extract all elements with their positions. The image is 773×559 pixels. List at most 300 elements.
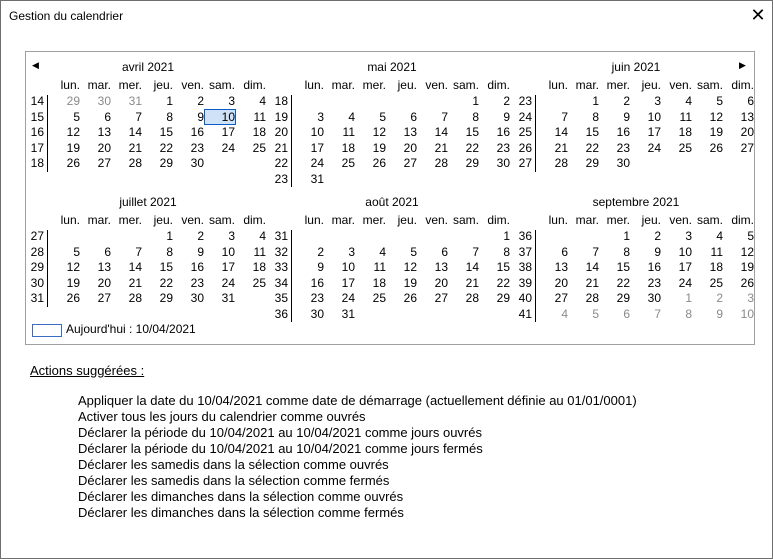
weekday-header: mar. <box>87 213 111 227</box>
day-cell[interactable]: 2 <box>654 229 661 243</box>
day-cell[interactable]: 14 <box>465 260 479 274</box>
day-cell[interactable]: 17 <box>310 140 324 155</box>
day-cell[interactable]: 19 <box>372 140 386 155</box>
day-cell[interactable]: 25 <box>709 275 723 290</box>
day-cell[interactable]: 10 <box>647 109 661 124</box>
action-sundays-open[interactable]: Déclarer les dimanches dans la sélection comme ouvrés <box>78 489 404 504</box>
day-cell[interactable]: 17 <box>678 260 692 274</box>
weekday-header: ven. <box>669 78 692 92</box>
day-cell[interactable]: 26 <box>66 156 80 170</box>
week-number: 17 <box>30 140 44 155</box>
day-cell[interactable]: 13 <box>97 260 111 274</box>
day-cell[interactable]: 31 <box>221 291 235 305</box>
day-cell[interactable]: 15 <box>465 125 479 139</box>
week-divider <box>535 230 536 322</box>
day-cell[interactable]: 3 <box>348 244 355 259</box>
day-cell[interactable]: 17 <box>221 260 235 274</box>
weekday-header: jeu. <box>397 213 417 227</box>
suggested-actions-list <box>78 393 637 521</box>
week-number: 39 <box>518 275 532 290</box>
today-marker-icon <box>32 324 62 337</box>
day-cell[interactable]: 27 <box>434 291 448 305</box>
action-period-open[interactable]: Déclarer la période du 10/04/2021 au 10/04/2021 comme jours ouvrés <box>78 425 482 440</box>
day-cell[interactable]: 4 <box>379 244 386 259</box>
day-cell[interactable]: 5 <box>747 229 754 243</box>
action-sundays-closed[interactable]: Déclarer les dimanches dans la sélection comme fermés <box>78 505 404 520</box>
day-cell[interactable]: 15 <box>585 125 599 139</box>
day-cell[interactable]: 23 <box>496 140 510 155</box>
day-cell[interactable]: 25 <box>341 156 355 170</box>
day-cell[interactable]: 26 <box>740 275 754 290</box>
week-divider <box>47 95 48 172</box>
week-number: 29 <box>30 260 44 274</box>
day-cell[interactable]: 3 <box>685 229 692 243</box>
day-cell[interactable]: 25 <box>372 291 386 305</box>
day-cell[interactable]: 28 <box>585 291 599 305</box>
week-number: 31 <box>274 229 288 243</box>
day-cell[interactable]: 19 <box>709 125 723 139</box>
day-cell[interactable]: 10 <box>740 306 754 321</box>
day-cell[interactable]: 4 <box>259 94 266 108</box>
day-cell[interactable]: 6 <box>104 244 111 259</box>
weekday-header: sam. <box>452 78 479 92</box>
day-cell[interactable]: 30 <box>310 306 324 321</box>
day-cell[interactable]: 7 <box>135 109 142 124</box>
day-cell[interactable]: 27 <box>97 291 111 305</box>
weekday-header: sam. <box>696 213 723 227</box>
weekday-header: ven. <box>669 213 692 227</box>
week-number: 40 <box>518 291 532 305</box>
day-cell[interactable]: 22 <box>159 275 173 290</box>
day-cell[interactable]: 30 <box>97 94 111 108</box>
week-number: 16 <box>30 125 44 139</box>
day-cell[interactable]: 29 <box>66 94 80 108</box>
day-cell[interactable]: 14 <box>128 260 142 274</box>
day-cell[interactable]: 6 <box>623 306 630 321</box>
day-cell[interactable]: 10 <box>678 244 692 259</box>
action-period-closed[interactable]: Déclarer la période du 10/04/2021 au 10/04/2021 comme jours fermés <box>78 441 483 456</box>
day-cell[interactable]: 27 <box>403 156 417 170</box>
close-icon[interactable]: ✕ <box>750 5 766 25</box>
day-cell[interactable]: 23 <box>616 140 630 155</box>
day-cell[interactable]: 2 <box>317 244 324 259</box>
weekday-header: lun. <box>304 213 324 227</box>
day-cell[interactable]: 10 <box>310 125 324 139</box>
day-cell[interactable]: 1 <box>472 94 479 108</box>
month-title[interactable]: avril 2021 <box>121 60 175 74</box>
day-cell[interactable]: 22 <box>465 140 479 155</box>
week-number: 26 <box>518 140 532 155</box>
day-cell[interactable]: 22 <box>585 140 599 155</box>
day-cell[interactable]: 16 <box>647 260 661 274</box>
day-cell[interactable]: 9 <box>197 244 204 259</box>
day-cell[interactable]: 20 <box>740 125 754 139</box>
day-cell[interactable]: 1 <box>503 229 510 243</box>
day-cell[interactable]: 23 <box>647 275 661 290</box>
day-cell[interactable]: 3 <box>228 229 235 243</box>
weekday-header: jeu. <box>153 78 173 92</box>
day-cell[interactable]: 8 <box>685 306 692 321</box>
month-calendar <box>25 51 755 345</box>
day-cell[interactable]: 20 <box>403 140 417 155</box>
day-cell[interactable]: 24 <box>341 291 355 305</box>
day-cell[interactable]: 19 <box>740 260 754 274</box>
day-cell[interactable]: 21 <box>128 140 142 155</box>
day-cell[interactable]: 28 <box>554 156 568 170</box>
week-number: 23 <box>518 94 532 108</box>
weekday-header: ven. <box>425 213 448 227</box>
day-cell[interactable]: 16 <box>190 125 204 139</box>
day-cell[interactable]: 26 <box>372 156 386 170</box>
title-bar <box>1 1 772 31</box>
day-cell[interactable]: 18 <box>252 260 266 274</box>
weekday-header: mar. <box>331 213 355 227</box>
week-divider <box>291 95 292 187</box>
day-cell[interactable]: 26 <box>403 291 417 305</box>
day-cell[interactable]: 13 <box>97 125 111 139</box>
day-cell[interactable]: 1 <box>166 229 173 243</box>
week-divider <box>535 95 536 172</box>
day-cell[interactable]: 15 <box>616 260 630 274</box>
weekday-header: ven. <box>425 78 448 92</box>
day-cell[interactable]: 23 <box>190 275 204 290</box>
day-cell[interactable]: 18 <box>252 125 266 139</box>
day-cell[interactable]: 28 <box>128 156 142 170</box>
month-title[interactable]: août 2021 <box>365 195 419 209</box>
weekday-header: lun. <box>60 78 80 92</box>
weekday-header: sam. <box>208 213 235 227</box>
day-cell[interactable]: 25 <box>252 275 266 290</box>
day-cell[interactable]: 6 <box>747 94 754 108</box>
day-cell[interactable]: 8 <box>472 109 479 124</box>
day-cell[interactable]: 18 <box>341 140 355 155</box>
day-cell[interactable]: 4 <box>716 229 723 243</box>
day-cell[interactable]: 27 <box>740 140 754 155</box>
day-cell[interactable]: 6 <box>104 109 111 124</box>
weekday-header: dim. <box>731 213 754 227</box>
weekday-header: sam. <box>208 78 235 92</box>
week-number: 23 <box>274 171 288 186</box>
day-cell[interactable]: 17 <box>341 275 355 290</box>
month-title[interactable]: mai 2021 <box>367 60 417 74</box>
day-cell[interactable]: 5 <box>410 244 417 259</box>
weekday-header: lun. <box>548 78 568 92</box>
weekday-header: dim. <box>243 213 266 227</box>
week-number: 22 <box>274 156 288 170</box>
weekday-header: lun. <box>60 213 80 227</box>
day-cell[interactable]: 29 <box>616 291 630 305</box>
day-cell[interactable]: 2 <box>503 94 510 108</box>
day-cell[interactable]: 7 <box>592 244 599 259</box>
day-cell[interactable]: 7 <box>472 244 479 259</box>
weekday-header: dim. <box>487 78 510 92</box>
day-cell[interactable]: 15 <box>159 260 173 274</box>
day-cell[interactable]: 8 <box>592 109 599 124</box>
day-cell[interactable]: 7 <box>561 109 568 124</box>
day-cell[interactable]: 22 <box>159 140 173 155</box>
day-cell[interactable]: 12 <box>740 244 754 259</box>
previous-month-icon[interactable]: ◀ <box>32 60 39 70</box>
week-number: 27 <box>518 156 532 170</box>
weekday-header: mar. <box>87 78 111 92</box>
day-cell[interactable]: 1 <box>623 229 630 243</box>
day-cell[interactable]: 24 <box>678 275 692 290</box>
today-label[interactable]: Aujourd'hui : 10/04/2021 <box>66 322 196 336</box>
suggested-actions-title: Actions suggérées : <box>30 363 145 378</box>
day-cell[interactable]: 29 <box>465 156 479 170</box>
day-cell[interactable]: 20 <box>434 275 448 290</box>
weekday-header: mer. <box>606 78 630 92</box>
day-cell[interactable]: 21 <box>585 275 599 290</box>
week-number: 18 <box>30 156 44 170</box>
day-cell[interactable]: 28 <box>434 156 448 170</box>
day-cell[interactable]: 9 <box>197 109 204 124</box>
weekday-header: mar. <box>575 213 599 227</box>
day-cell[interactable]: 4 <box>348 109 355 124</box>
day-cell[interactable]: 2 <box>197 94 204 108</box>
day-cell[interactable]: 24 <box>221 275 235 290</box>
day-cell[interactable]: 19 <box>66 275 80 290</box>
weekday-header: mer. <box>362 213 386 227</box>
header-divider <box>292 228 508 229</box>
day-cell[interactable]: 3 <box>317 109 324 124</box>
week-number: 14 <box>30 94 44 108</box>
action-activate-all-days[interactable]: Activer tous les jours du calendrier comme ouvrés <box>78 409 366 424</box>
action-set-start-date[interactable]: Appliquer la date du 10/04/2021 comme date de démarrage (actuellement définie au 01/01/0001) <box>78 393 637 408</box>
week-number: 33 <box>274 260 288 274</box>
day-cell[interactable]: 3 <box>228 94 235 108</box>
day-cell[interactable]: 11 <box>373 260 386 274</box>
day-cell[interactable]: 9 <box>654 244 661 259</box>
day-cell[interactable]: 16 <box>190 260 204 274</box>
day-cell[interactable]: 9 <box>503 109 510 124</box>
weekday-header: mar. <box>575 78 599 92</box>
week-number: 35 <box>274 291 288 305</box>
weekday-header: jeu. <box>641 78 661 92</box>
day-cell[interactable]: 17 <box>647 125 661 139</box>
day-cell[interactable]: 31 <box>128 94 142 108</box>
day-cell[interactable]: 28 <box>128 291 142 305</box>
week-number: 21 <box>274 140 288 155</box>
day-cell[interactable]: 18 <box>678 125 692 139</box>
day-cell[interactable]: 17 <box>221 125 235 139</box>
week-number: 27 <box>30 229 44 243</box>
day-cell[interactable]: 14 <box>585 260 599 274</box>
day-cell[interactable]: 21 <box>554 140 568 155</box>
day-cell[interactable]: 2 <box>716 291 723 305</box>
day-cell[interactable]: 1 <box>592 94 599 108</box>
weekday-header: jeu. <box>397 78 417 92</box>
day-cell[interactable]: 8 <box>623 244 630 259</box>
day-cell[interactable]: 28 <box>465 291 479 305</box>
day-cell[interactable]: 6 <box>410 109 417 124</box>
day-cell[interactable]: 3 <box>747 291 754 305</box>
day-cell[interactable]: 22 <box>616 275 630 290</box>
day-cell[interactable]: 15 <box>159 125 173 139</box>
day-cell[interactable]: 29 <box>159 291 173 305</box>
day-cell[interactable]: 27 <box>97 156 111 170</box>
day-cell[interactable]: 24 <box>310 156 324 170</box>
day-cell[interactable]: 18 <box>372 275 386 290</box>
day-cell[interactable]: 9 <box>623 109 630 124</box>
day-cell[interactable]: 5 <box>73 244 80 259</box>
week-number: 25 <box>518 125 532 139</box>
action-saturdays-closed[interactable]: Déclarer les samedis dans la sélection comme fermés <box>78 473 390 488</box>
day-cell[interactable]: 8 <box>166 109 173 124</box>
weekday-header: ven. <box>181 213 204 227</box>
day-cell[interactable]: 11 <box>253 109 266 124</box>
day-cell[interactable]: 30 <box>647 291 661 305</box>
day-cell[interactable]: 26 <box>66 291 80 305</box>
week-number: 19 <box>274 109 288 124</box>
weekday-header: mer. <box>118 78 142 92</box>
day-cell[interactable]: 14 <box>554 125 568 139</box>
window-title: Gestion du calendrier <box>9 9 124 23</box>
day-cell[interactable]: 13 <box>554 260 568 274</box>
day-cell[interactable]: 12 <box>403 260 417 274</box>
week-number: 36 <box>274 306 288 321</box>
day-cell[interactable]: 13 <box>403 125 417 139</box>
day-cell[interactable]: 7 <box>135 244 142 259</box>
action-saturdays-open[interactable]: Déclarer les samedis dans la sélection comme ouvrés <box>78 457 389 472</box>
day-cell[interactable]: 13 <box>434 260 448 274</box>
day-cell[interactable]: 11 <box>253 244 266 259</box>
day-cell[interactable]: 25 <box>252 140 266 155</box>
day-cell[interactable]: 12 <box>66 125 80 139</box>
day-cell[interactable]: 31 <box>341 306 355 321</box>
day-cell[interactable]: 2 <box>197 229 204 243</box>
day-cell[interactable]: 6 <box>441 244 448 259</box>
month-title[interactable]: juin 2021 <box>611 60 661 74</box>
weekday-header: mer. <box>606 213 630 227</box>
week-number: 20 <box>274 125 288 139</box>
day-cell[interactable]: 5 <box>73 109 80 124</box>
day-cell[interactable]: 8 <box>166 244 173 259</box>
day-cell[interactable]: 12 <box>372 125 386 139</box>
week-number: 32 <box>274 244 288 259</box>
week-number: 30 <box>30 275 44 290</box>
week-number: 38 <box>518 260 532 274</box>
day-cell[interactable]: 10 <box>341 260 355 274</box>
week-number: 18 <box>274 94 288 108</box>
day-cell[interactable]: 18 <box>709 260 723 274</box>
day-cell[interactable]: 7 <box>441 109 448 124</box>
weekday-header: ven. <box>181 78 204 92</box>
day-cell[interactable]: 31 <box>310 171 324 186</box>
weekday-header: jeu. <box>153 213 173 227</box>
day-cell[interactable]: 22 <box>496 275 510 290</box>
weekday-header: mer. <box>118 213 142 227</box>
day-cell[interactable]: 24 <box>221 140 235 155</box>
day-cell[interactable]: 20 <box>97 275 111 290</box>
week-divider <box>47 230 48 307</box>
day-cell[interactable]: 1 <box>685 291 692 305</box>
day-cell[interactable]: 30 <box>616 156 630 170</box>
week-number: 36 <box>518 229 532 243</box>
weekday-header: sam. <box>452 213 479 227</box>
week-divider <box>291 230 292 322</box>
day-cell[interactable]: 13 <box>740 109 754 124</box>
week-number: 24 <box>518 109 532 124</box>
weekday-header: dim. <box>487 213 510 227</box>
week-number: 15 <box>30 109 44 124</box>
day-cell[interactable]: 6 <box>561 244 568 259</box>
week-number: 34 <box>274 275 288 290</box>
day-cell[interactable]: 26 <box>709 140 723 155</box>
day-cell[interactable]: 4 <box>685 94 692 108</box>
weekday-header: lun. <box>304 78 324 92</box>
day-cell[interactable]: 7 <box>654 306 661 321</box>
day-cell[interactable]: 21 <box>465 275 479 290</box>
month-title[interactable]: juillet 2021 <box>119 195 177 209</box>
day-cell[interactable]: 10 <box>221 244 235 259</box>
weekday-header: dim. <box>731 78 754 92</box>
day-cell[interactable]: 30 <box>190 156 204 170</box>
day-cell[interactable]: 4 <box>259 229 266 243</box>
weekday-header: mar. <box>331 78 355 92</box>
day-cell[interactable]: 11 <box>710 244 723 259</box>
day-cell[interactable]: 5 <box>716 94 723 108</box>
day-cell[interactable]: 12 <box>66 260 80 274</box>
day-cell[interactable]: 12 <box>709 109 723 124</box>
month-title[interactable]: septembre 2021 <box>592 195 680 209</box>
day-cell[interactable]: 11 <box>342 125 355 139</box>
day-cell[interactable]: 16 <box>496 125 510 139</box>
day-cell[interactable]: 27 <box>554 291 568 305</box>
weekday-header: sam. <box>696 78 723 92</box>
day-cell[interactable]: 24 <box>647 140 661 155</box>
day-cell[interactable]: 30 <box>190 291 204 305</box>
day-cell[interactable]: 19 <box>403 275 417 290</box>
day-cell[interactable]: 29 <box>159 156 173 170</box>
weekday-header: mer. <box>362 78 386 92</box>
day-cell[interactable]: 8 <box>503 244 510 259</box>
day-cell[interactable]: 16 <box>310 275 324 290</box>
day-cell[interactable]: 5 <box>592 306 599 321</box>
day-cell[interactable]: 23 <box>190 140 204 155</box>
week-number: 41 <box>518 306 532 321</box>
day-cell[interactable]: 5 <box>379 109 386 124</box>
day-cell[interactable]: 30 <box>496 156 510 170</box>
day-cell[interactable]: 1 <box>166 94 173 108</box>
day-cell[interactable]: 19 <box>66 140 80 155</box>
week-number: 31 <box>30 291 44 305</box>
day-cell-today[interactable]: 10 <box>205 110 235 124</box>
day-cell[interactable]: 15 <box>496 260 510 274</box>
day-cell[interactable]: 16 <box>616 125 630 139</box>
week-number: 28 <box>30 244 44 259</box>
day-cell[interactable]: 4 <box>561 306 568 321</box>
day-cell[interactable]: 21 <box>434 140 448 155</box>
day-cell[interactable]: 20 <box>97 140 111 155</box>
day-cell[interactable]: 20 <box>554 275 568 290</box>
day-cell[interactable]: 14 <box>128 125 142 139</box>
day-cell[interactable]: 23 <box>310 291 324 305</box>
day-cell[interactable]: 21 <box>128 275 142 290</box>
weekday-header: jeu. <box>641 213 661 227</box>
day-cell[interactable]: 11 <box>679 109 692 124</box>
day-cell[interactable]: 29 <box>585 156 599 170</box>
day-cell[interactable]: 2 <box>623 94 630 108</box>
day-cell[interactable]: 25 <box>678 140 692 155</box>
next-month-icon[interactable]: ▶ <box>739 60 746 70</box>
day-cell[interactable]: 14 <box>434 125 448 139</box>
day-cell[interactable]: 29 <box>496 291 510 305</box>
day-cell[interactable]: 3 <box>654 94 661 108</box>
day-cell[interactable]: 9 <box>317 260 324 274</box>
day-cell[interactable]: 9 <box>716 306 723 321</box>
weekday-header: lun. <box>548 213 568 227</box>
